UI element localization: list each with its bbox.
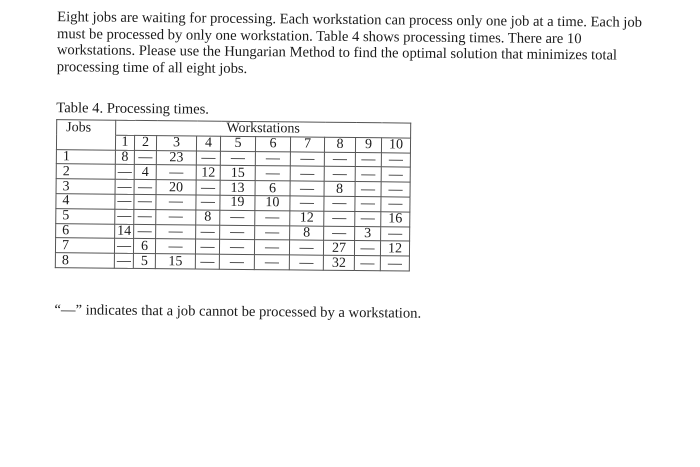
processing-time-cell: —	[115, 209, 134, 224]
processing-time-cell: —	[290, 181, 324, 196]
processing-time-cell: 20	[156, 180, 196, 195]
processing-time-cell: —	[324, 167, 355, 182]
processing-time-cell: —	[134, 180, 156, 195]
table-body	[55, 120, 410, 271]
processing-time-cell: —	[381, 182, 410, 197]
processing-time-cell: 10	[255, 196, 290, 211]
processing-time-cell: —	[115, 194, 134, 209]
processing-time-cell: —	[355, 167, 381, 182]
job-number: 1	[56, 149, 115, 164]
processing-time-cell: —	[156, 165, 196, 180]
processing-time-cell: —	[355, 152, 381, 167]
processing-time-cell: —	[254, 240, 289, 255]
processing-time-cell: —	[220, 151, 255, 166]
processing-time-cell: —	[355, 197, 381, 212]
processing-time-cell: —	[156, 209, 196, 224]
processing-time-cell: 6	[133, 239, 155, 254]
processing-time-cell: —	[134, 224, 156, 239]
processing-times-table	[55, 119, 411, 271]
processing-time-cell: —	[196, 195, 220, 210]
job-number: 4	[56, 194, 115, 209]
processing-time-cell: 4	[134, 165, 156, 180]
processing-time-cell: —	[324, 152, 355, 167]
processing-time-cell: —	[156, 195, 196, 210]
processing-time-cell: 8	[290, 225, 324, 240]
processing-time-cell: —	[220, 225, 255, 240]
processing-time-cell: —	[380, 256, 409, 271]
processing-time-cell: —	[195, 239, 219, 254]
processing-time-cell: —	[289, 255, 323, 270]
job-number: 6	[56, 223, 115, 238]
processing-time-cell: —	[219, 254, 254, 269]
workstations-header: Workstations	[116, 120, 411, 138]
header-blank-cell	[56, 134, 115, 149]
processing-time-cell: —	[289, 240, 323, 255]
processing-time-cell: 5	[133, 254, 155, 269]
processing-time-cell: 15	[155, 254, 195, 269]
processing-time-cell: 16	[381, 212, 410, 227]
job-number: 2	[56, 164, 115, 179]
processing-time-cell: 14	[115, 224, 134, 239]
processing-time-cell: —	[255, 166, 290, 181]
workstation-number-4: 4	[196, 136, 220, 151]
processing-time-cell: 13	[220, 180, 255, 195]
processing-time-cell: 8	[324, 181, 355, 196]
workstation-number-7: 7	[290, 137, 324, 152]
processing-time-cell: —	[220, 210, 255, 225]
processing-time-cell: 32	[323, 255, 354, 270]
processing-time-cell: —	[355, 182, 381, 197]
processing-time-cell: —	[324, 211, 355, 226]
processing-time-cell: —	[115, 165, 134, 180]
processing-time-cell: —	[195, 254, 219, 269]
processing-time-cell: 12	[380, 241, 409, 256]
processing-time-cell: —	[381, 197, 410, 212]
job-number: 5	[56, 208, 115, 223]
processing-time-cell: —	[355, 211, 381, 226]
processing-time-cell: —	[255, 225, 290, 240]
processing-time-cell: —	[155, 239, 195, 254]
processing-time-cell: —	[219, 240, 254, 255]
processing-time-cell: 12	[196, 165, 220, 180]
processing-time-cell: —	[115, 179, 134, 194]
processing-time-cell: —	[255, 210, 290, 225]
processing-time-cell: 19	[220, 195, 255, 210]
processing-time-cell: 3	[355, 226, 381, 241]
processing-time-cell: —	[134, 209, 156, 224]
jobs-header: Jobs	[57, 120, 116, 135]
processing-time-cell: —	[114, 239, 133, 254]
processing-time-cell: 8	[196, 210, 220, 225]
problem-statement: Eight jobs are waiting for processing. Each workstation can process only one job at a time. Each job must be processed by only one workstation. Table 4 shows processing times. There are 10 workstations. Please use the Hungarian Method to find the optimal solution that minimizes total processing time of all eight jobs.	[56, 9, 643, 77]
processing-time-cell: —	[196, 225, 220, 240]
processing-time-cell: —	[254, 255, 289, 270]
processing-time-cell: 6	[255, 181, 290, 196]
workstation-number-6: 6	[255, 136, 290, 151]
workstation-number-10: 10	[381, 138, 410, 153]
processing-time-cell: —	[196, 151, 220, 166]
processing-time-cell: —	[255, 151, 290, 166]
workstation-number-1: 1	[115, 135, 134, 150]
table-row	[55, 253, 409, 271]
processing-time-cell: 12	[290, 211, 324, 226]
processing-time-cell: —	[324, 226, 355, 241]
processing-time-cell: —	[196, 180, 220, 195]
processing-time-cell: 15	[220, 166, 255, 181]
processing-time-cell: —	[381, 167, 410, 182]
processing-time-cell: —	[114, 253, 133, 268]
processing-time-cell: —	[134, 150, 156, 165]
table-caption: Table 4. Processing times.	[56, 100, 210, 118]
processing-time-cell: 8	[115, 150, 134, 165]
job-number: 7	[55, 238, 114, 253]
workstation-number-9: 9	[355, 137, 381, 152]
processing-time-cell: —	[381, 152, 410, 167]
processing-time-cell: 27	[323, 241, 354, 256]
workstation-number-5: 5	[220, 136, 255, 151]
processing-time-cell: —	[381, 226, 410, 241]
job-number: 3	[56, 179, 115, 194]
workstation-number-3: 3	[156, 135, 196, 150]
processing-time-cell: —	[290, 196, 324, 211]
workstation-number-2: 2	[134, 135, 156, 150]
processing-time-cell: —	[354, 256, 380, 271]
table-footnote: “—” indicates that a job cannot be processed by a workstation.	[54, 302, 422, 322]
processing-time-cell: —	[324, 196, 355, 211]
processing-time-cell: 23	[156, 150, 196, 165]
processing-time-cell: —	[290, 166, 324, 181]
workstation-number-8: 8	[324, 137, 355, 152]
processing-time-cell: —	[156, 224, 196, 239]
job-number: 8	[55, 253, 114, 268]
processing-time-cell: —	[290, 152, 324, 167]
processing-time-cell: —	[134, 194, 156, 209]
processing-times-table-wrapper	[55, 119, 411, 271]
processing-time-cell: —	[354, 241, 380, 256]
